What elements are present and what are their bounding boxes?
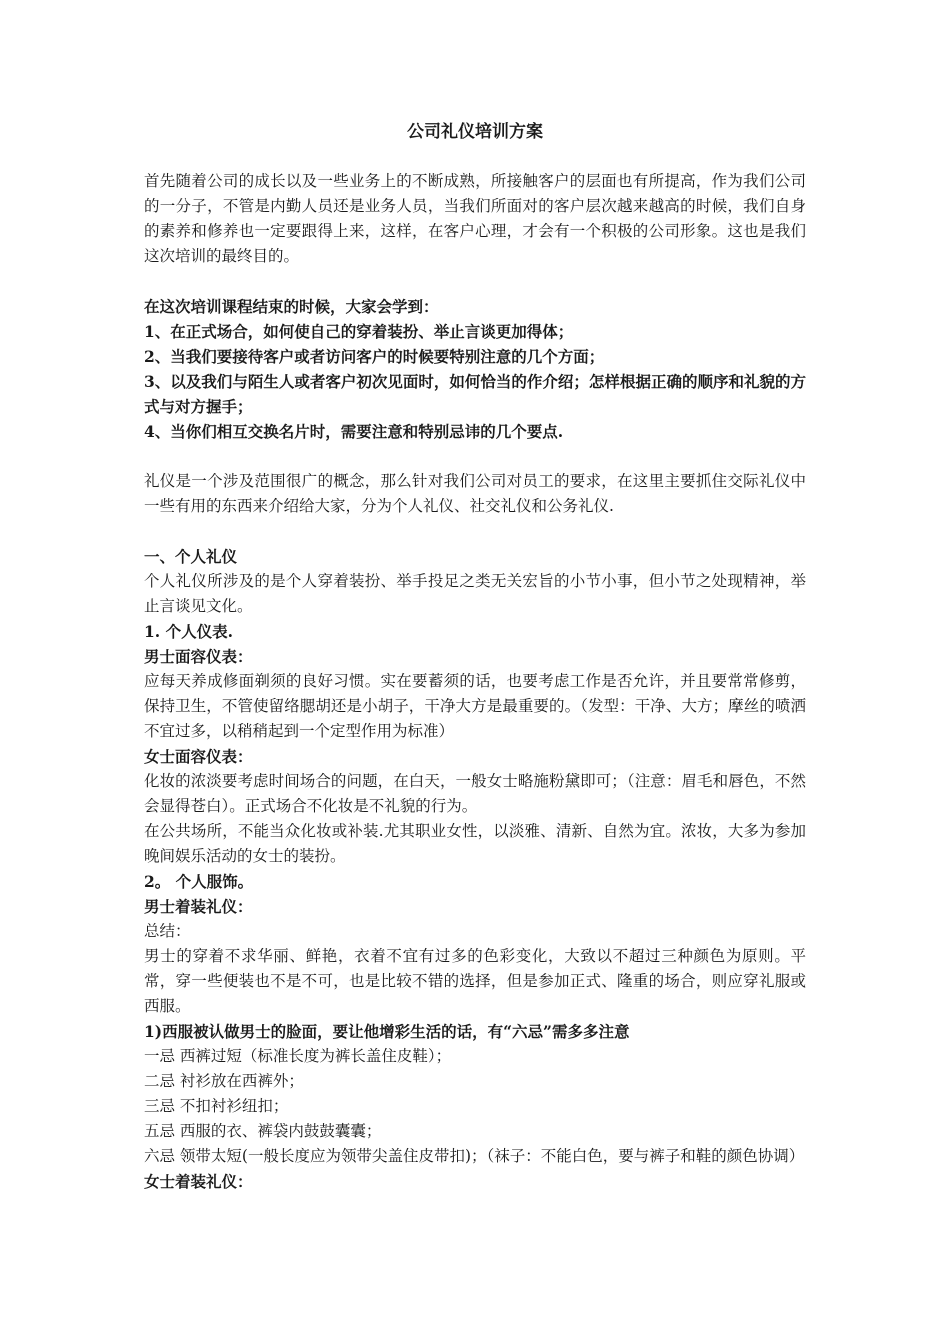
learn-heading: 在这次培训课程结束的时候，大家会学到：: [144, 297, 439, 316]
male-face-heading: 男士面容仪表：: [144, 647, 253, 666]
section-intro: 个人礼仪所涉及的是个人穿着装扮、举手投足之类无关宏旨的小节小事，但小节之处现精神，举止言谈见文化。: [144, 572, 806, 615]
intro-paragraph: 首先随着公司的成长以及一些业务上的不断成熟，所接触客户的层面也有所提高，作为我们公司的一分子，不管是内勤人员还是业务人员，当我们所面对的客户层次越来越高的时候，我们自身的素养和修养也一定要跟得上来，这样，在客户心理，才会有一个积极的公司形象。这也是我们这次培训的最终目的。: [144, 172, 806, 265]
learn-item: 4、当你们相互交换名片时，需要注意和特别忌讳的几个要点.: [144, 422, 564, 441]
suit-heading: 1)西服被认做男士的脸面，要让他增彩生活的话，有“六忌”需多多注意: [144, 1022, 630, 1041]
male-face-text: 应每天养成修面剃须的良好习惯。实在要蓄须的话，也要考虑工作是否允许，并且要常常修剪，保持卫生，不管使留络腮胡还是小胡子，干净大方是最重要的。（发型：干净、大方；摩丝的喷洒不宜过多，以稍稍起到一个定型作用为标准）: [144, 672, 806, 740]
female-dress-heading: 女士着装礼仪：: [144, 1172, 253, 1191]
document-title: 公司礼仪培训方案: [407, 122, 543, 142]
male-dress-heading: 男士着装礼仪：: [144, 897, 253, 916]
taboo-item: 五忌 西服的衣、裤袋内鼓鼓囊囊；: [144, 1122, 382, 1140]
female-face-heading: 女士面容仪表：: [144, 747, 253, 766]
summary-label: 总结：: [144, 922, 191, 940]
taboo-item: 三忌 不扣衬衫纽扣；: [144, 1097, 289, 1115]
spacer: [144, 444, 806, 469]
taboo-item: 六忌 领带太短(一般长度应为领带尖盖住皮带扣)；（袜子：不能白色，要与裤子和鞋的颜色协调）: [144, 1147, 805, 1165]
subsection-heading: 2。 个人服饰。: [144, 872, 254, 891]
male-dress-text: 男士的穿着不求华丽、鲜艳，衣着不宜有过多的色彩变化，大致以不超过三种颜色为原则。平常，穿一些便装也不是不可，也是比较不错的选择，但是参加正式、隆重的场合，则应穿礼服或西服。: [144, 947, 806, 1015]
subsection-heading: 1. 个人仪表.: [144, 622, 233, 641]
section-heading: 一、个人礼仪: [144, 547, 238, 566]
spacer: [144, 269, 806, 294]
taboo-item: 二忌 衬衫放在西裤外；: [144, 1072, 304, 1090]
female-face-text: 化妆的浓淡要考虑时间场合的问题，在白天，一般女士略施粉黛即可；（注意：眉毛和唇色，不然会显得苍白）。正式场合不化妆是不礼貌的行为。: [144, 772, 806, 815]
learn-item: 1、在正式场合，如何使自己的穿着装扮、举止言谈更加得体；: [144, 322, 574, 341]
female-face-text: 在公共场所，不能当众化妆或补装.尤其职业女性，以淡雅、清新、自然为宜。浓妆，大多为参加晚间娱乐活动的女士的装扮。: [144, 822, 806, 865]
document-body: [144, 169, 806, 1194]
taboo-item: 一忌 西裤过短（标准长度为裤长盖住皮鞋）；: [144, 1047, 452, 1065]
spacer: [144, 519, 806, 544]
etiquette-intro-paragraph: 礼仪是一个涉及范围很广的概念，那么针对我们公司对员工的要求，在这里主要抓住交际礼仪中一些有用的东西来介绍给大家，分为个人礼仪、社交礼仪和公务礼仪.: [144, 472, 806, 515]
learn-item: 3、以及我们与陌生人或者客户初次见面时，如何恰当的作介绍；怎样根据正确的顺序和礼貌的方式与对方握手；: [144, 372, 806, 416]
learn-item: 2、当我们要接待客户或者访问客户的时候要特别注意的几个方面；: [144, 347, 605, 366]
